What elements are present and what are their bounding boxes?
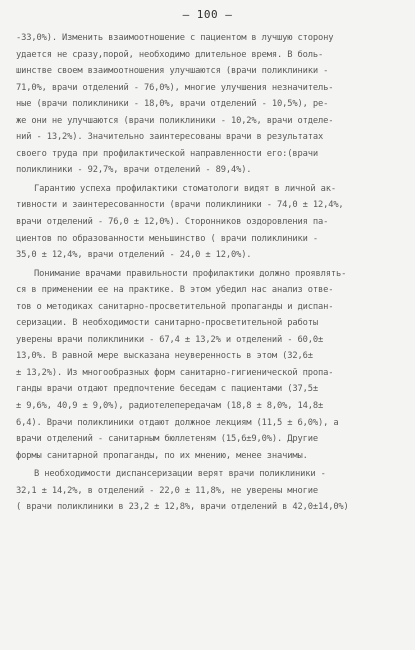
text-line: -33,0%). Изменить взаимоотношение с пациентом в лучшую сторону bbox=[16, 33, 334, 43]
text-line: ний - 13,2%). Значительно заинтересованы врачи в результатах bbox=[16, 132, 324, 143]
text-line: уверены врачи поликлиники - 67,4 ± 13,2% и отделений - 60,0± bbox=[16, 334, 324, 345]
text-line: врачи отделений - 76,0 ± 12,0%). Сторонников оздоровления па- bbox=[16, 217, 329, 228]
text-line: 32,1 ± 14,2%, в отделений - 22,0 ± 11,8%, не уверены многие bbox=[16, 485, 318, 496]
text-line: поликлиники - 92,7%, врачи отделений - 89,4%). bbox=[16, 165, 252, 176]
text-line: циентов по образованности меньшинство ( врачи поликлиники - bbox=[16, 233, 318, 244]
text-line: ± 9,6%, 40,9 ± 9,0%), радиотелепередачам (18,8 ± 8,0%, 14,8± bbox=[16, 401, 324, 412]
text-line: ся в применении ее на практике. В этом убедил нас анализ отве- bbox=[16, 285, 334, 296]
text-line: 6,4). Врачи поликлиники отдают должное лекциям (11,5 ± 6,0%), а bbox=[16, 417, 339, 428]
text-line: серизации. В необходимости санитарно-просветительной работы bbox=[16, 318, 318, 329]
text-line: Понимание врачами правильности профилактики должно проявлять- bbox=[34, 268, 347, 279]
text-line: врачи отделений - санитарным бюллетеням (15,6±9,0%). Другие bbox=[16, 434, 318, 445]
text-line: формы санитарной пропаганды, по их мнению, менее значимы. bbox=[16, 450, 308, 461]
text-line: ( врачи поликлиники в 23,2 ± 12,8%, врачи отделений в 42,0±14,0%) bbox=[16, 502, 349, 513]
text-line: 35,0 ± 12,4%, врачи отделений - 24,0 ± 12,0%). bbox=[16, 250, 252, 261]
text-line: ганды врачи отдают предпочтение беседам с пациентами (37,5± bbox=[16, 384, 318, 395]
text-line: 71,0%, врачи отделений - 76,0%), многие улучшения незначитель- bbox=[16, 82, 334, 93]
text-line: шинстве своем взаимоотношения улучшаются (врачи поликлиники - bbox=[16, 66, 329, 77]
text-line: 13,0%. В равной мере высказана неуверенность в этом (32,6± bbox=[16, 351, 313, 362]
text-line: своего труда при профилактической направленности его:(врачи bbox=[16, 148, 318, 159]
text-line: тов о методиках санитарно-просветительной пропаганды и диспан- bbox=[16, 301, 334, 312]
page-number: – 100 – bbox=[182, 8, 233, 21]
text-body bbox=[16, 30, 402, 516]
text-line: тивности и заинтересованности (врачи поликлиники - 74,0 ± 12,4%, bbox=[16, 200, 344, 211]
text-line: ные (врачи поликлиники - 18,0%, врачи отделений - 10,5%), ре- bbox=[16, 99, 329, 110]
text-line: удается не сразу,порой, необходимо длительное время. В боль- bbox=[16, 49, 324, 60]
text-line: В необходимости диспансеризации верят врачи поликлиники - bbox=[34, 469, 326, 480]
text-line: же они не улучшаются (врачи поликлиники - 10,2%, врачи отделе- bbox=[16, 115, 334, 126]
text-line: ± 13,2%). Из многообразных форм санитарно-гигиенической пропа- bbox=[16, 367, 334, 378]
text-line: Гарантию успеха профилактики стоматологи видят в личной ак- bbox=[34, 183, 336, 194]
